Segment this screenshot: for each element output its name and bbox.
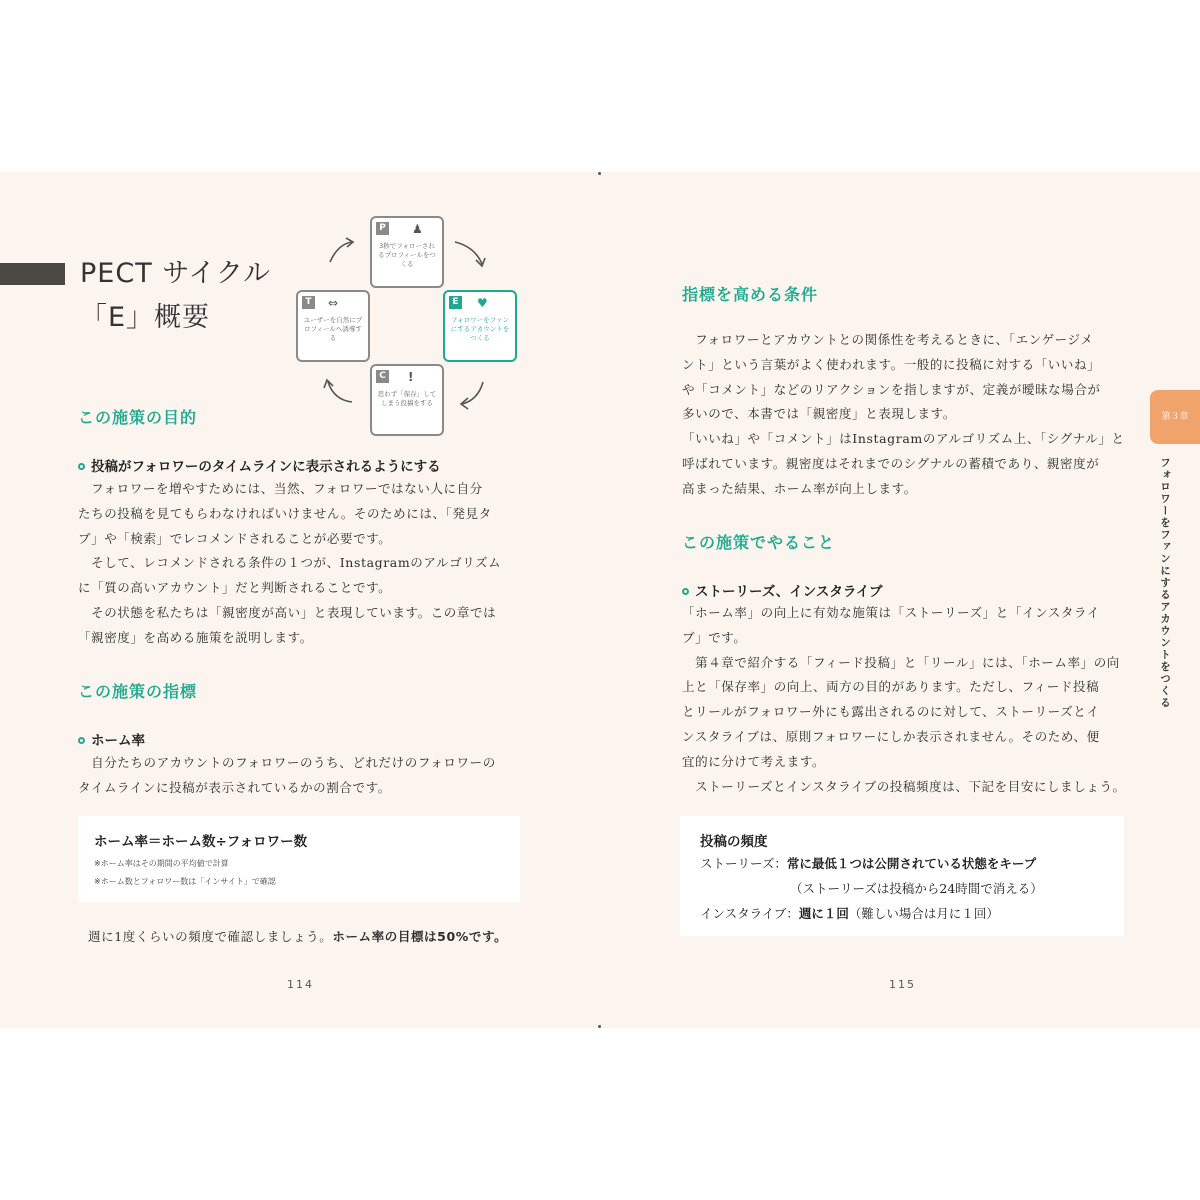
cycle-letter-c: C	[376, 370, 389, 383]
cycle-letter-e: E	[449, 296, 462, 309]
text-line: ブ」です。	[682, 629, 747, 645]
heart-icon: ♥	[477, 296, 488, 310]
page-number-right: 115	[889, 978, 916, 991]
section-heading-conditions: 指標を高める条件	[682, 285, 819, 304]
subheading-metric: ホーム率	[78, 729, 145, 749]
text-line: や「コメント」などのリアクションを指しますが、定義が曖昧な場合が	[682, 381, 1101, 397]
cycle-box-t	[296, 290, 370, 362]
book-spread	[0, 172, 1200, 1028]
cycle-text-e: フォロワーをファンにするアカウントをつくる	[450, 316, 510, 342]
closing-line: 週に1度くらいの頻度で確認しましょう。ホーム率の目標は50%です。	[88, 929, 508, 944]
text-line: 「親密度」を高める施策を説明します。	[78, 629, 313, 645]
text-line: ンスタライブは、原則フォロワーにしか表示されません。そのため、便	[682, 728, 1100, 744]
text-line: ストーリーズとインスタライブの投稿頻度は、下記を目安にしましょう。	[682, 778, 1126, 794]
metric-paragraph	[78, 751, 528, 801]
frequency-stories-note: （ストーリーズは投稿から24時間で消える）	[790, 881, 1043, 896]
gutter-mark-top	[598, 172, 601, 175]
gutter-mark-bottom	[598, 1025, 601, 1028]
pect-cycle-diagram	[290, 212, 525, 442]
section-heading-purpose: この施策の目的	[78, 408, 198, 427]
chapter-title-vertical: フォロワーをファンにするアカウントをつくる	[1159, 457, 1171, 709]
exclamation-icon: !	[408, 370, 414, 384]
purpose-paragraph	[78, 477, 528, 651]
title-bar	[0, 263, 65, 285]
text-line: 高まった結果、ホーム率が向上します。	[682, 480, 917, 496]
text-line: 上と「保存率」の向上、両方の目的があります。ただし、フィード投稿	[682, 679, 1100, 695]
left-page	[0, 172, 598, 1028]
formula-box	[78, 816, 520, 902]
right-page	[602, 172, 1200, 1028]
section-heading-metric: この施策の指標	[78, 682, 198, 701]
chapter-tab: 第３章	[1150, 390, 1200, 444]
formula-note-1: ※ホーム率はその期間の平均値で計算	[94, 859, 229, 868]
subheading-actions: ストーリーズ、インスタライブ	[682, 580, 883, 600]
conditions-paragraph	[682, 328, 1127, 502]
bullet-circle-icon	[78, 463, 85, 470]
cycle-text-t: ユーザーを自然にプロフィールへ誘導する	[303, 316, 363, 342]
page-title	[80, 252, 271, 340]
cycle-text-c: 思わず「保存」してしまう投稿をする	[377, 390, 437, 407]
actions-paragraph	[682, 601, 1127, 799]
user-icon: ♟	[412, 222, 423, 236]
frequency-box	[680, 816, 1124, 936]
cycle-box-e	[443, 290, 517, 362]
subheading-purpose: 投稿がフォロワーのタイムラインに表示されるようにする	[78, 455, 441, 475]
text-line: とリールがフォロワー外にも露出されるのに対して、ストーリーズとイ	[682, 704, 1100, 720]
frequency-stories: ストーリーズ：常に最低１つは公開されている状態をキープ	[700, 856, 1037, 871]
cycle-text-p: 3秒でフォローされるプロフィールをつくる	[378, 242, 436, 268]
formula-title: ホーム率＝ホーム数÷フォロワー数	[94, 834, 308, 850]
text-line: フォロワーとアカウントとの関係性を考えるときに、「エンゲージメ	[682, 332, 1094, 347]
title-line-2: 「E」概要	[80, 302, 211, 333]
text-line: たちの投稿を見てもらわなければいけません。そのためには、「発見タ	[78, 505, 492, 521]
text-line: フォロワーを増やすためには、当然、フォロワーではない人に自分	[78, 481, 483, 496]
frequency-live: インスタライブ：週に１回（難しい場合は月に１回）	[700, 906, 999, 921]
cycle-box-c	[370, 364, 444, 436]
page-number-left: 114	[287, 978, 314, 991]
text-line: 呼ばれています。親密度はそれまでのシグナルの蓄積であり、親密度が	[682, 455, 1100, 471]
text-line: 自分たちのアカウントのフォロワーのうち、どれだけのフォロワーの	[78, 755, 496, 770]
text-line: ブ」や「検索」でレコメンドされることが必要です。	[78, 530, 392, 546]
text-line: 多いので、本書では「親密度」と表現します。	[682, 406, 956, 422]
formula-note-2: ※ホーム数とフォロワー数は「インサイト」で確認	[94, 877, 276, 886]
cycle-letter-t: T	[302, 296, 315, 309]
text-line: タイムラインに投稿が表示されているかの割合です。	[78, 779, 391, 795]
swap-arrows-icon: ⇔	[328, 296, 339, 310]
text-line: 第４章で紹介する「フィード投稿」と「リール」には、「ホーム率」の向	[682, 654, 1120, 670]
text-line: ント」という言葉がよく使われます。一般的に投稿に対する「いいね」	[682, 356, 1101, 372]
frequency-title: 投稿の頻度	[700, 834, 768, 850]
cycle-box-p	[370, 216, 444, 288]
text-line: 宜的に分けて考えます。	[682, 753, 826, 769]
cycle-letter-p: P	[376, 222, 389, 235]
bullet-circle-icon	[682, 588, 689, 595]
section-heading-actions: この施策でやること	[682, 533, 836, 552]
text-line: 「いいね」や「コメント」はInstagramのアルゴリズム上、「シグナル」と	[682, 431, 1125, 447]
bullet-circle-icon	[78, 737, 85, 744]
text-line: そして、レコメンドされる条件の１つが、Instagramのアルゴリズム	[78, 555, 502, 571]
text-line: に「質の高いアカウント」だと判断されることです。	[78, 580, 392, 596]
title-line-1: PECT サイクル	[80, 258, 272, 289]
text-line: その状態を私たちは「親密度が高い」と表現しています。この章では	[78, 604, 497, 620]
text-line: 「ホーム率」の向上に有効な施策は「ストーリーズ」と「インスタライ	[682, 605, 1100, 620]
